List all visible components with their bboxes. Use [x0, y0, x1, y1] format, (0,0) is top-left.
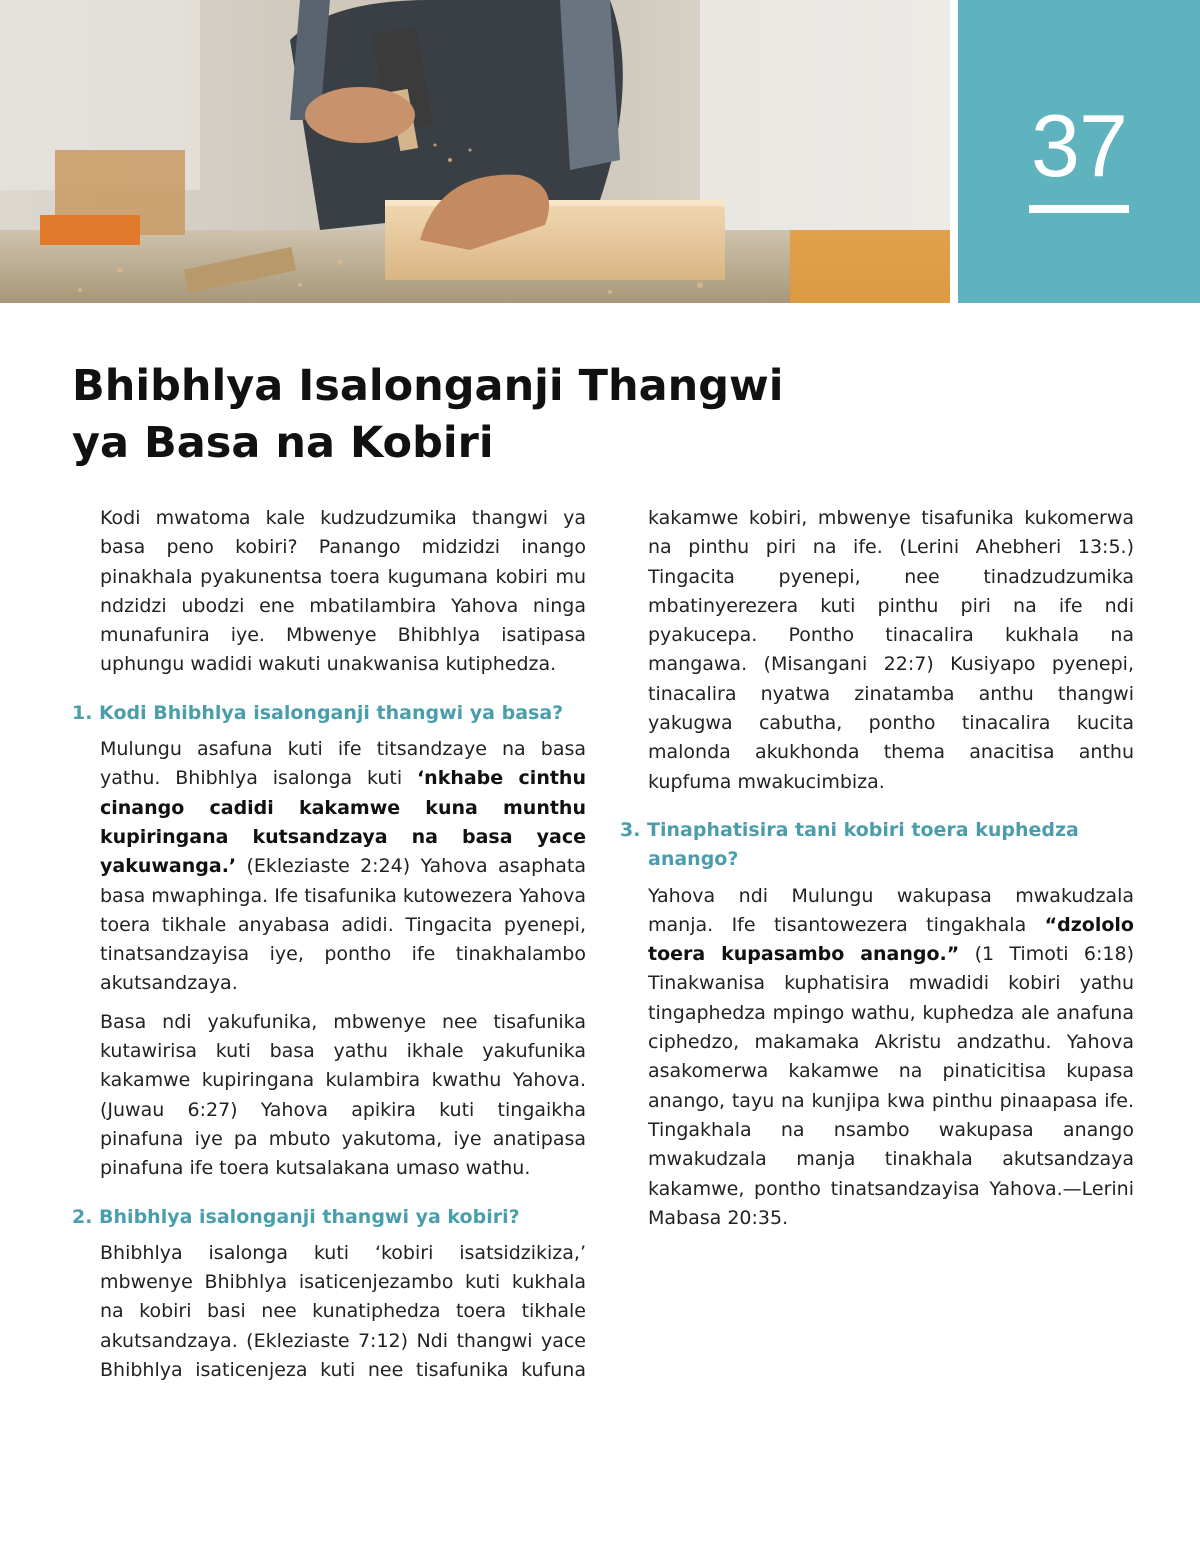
left-column	[72, 504, 586, 1394]
scripture-quote: ‘nkhabe cinthu cinango cadidi kakamwe kuna munthu kupiringana kutsandzaya na basa yace yakuwanga.’	[100, 767, 586, 878]
title-line-1: Bhibhlya Isalonganji Thangwi	[72, 361, 784, 411]
text-run: (Ekleziaste 2:24) Yahova asaphata basa mwaphinga. Ife tisafunika kutowezera Yahova toera tikhale anyabasa adidi. Tingacita pyenepi, tinatsandzayisa iye, pontho ife tinakhalambo akutsandzaya.	[100, 855, 586, 995]
section-2-paragraph-1-continued: kakamwe kobiri, mbwenye tisafunika kukomerwa na pinthu piri na ife. (Lerini Ahebheri 13:5.) Tingacita pyenepi, nee tinadzudzumika mbatinyerezera kuti pinthu piri na ife ndi pyakucepa. Pontho tinacalira kukhala na mangawa. (Misangani 22:7) Kusiyapo pyenepi, tinacalira nyatwa zinatamba anthu thangwi yakugwa cabutha, pontho tinacalira kucita malonda akukhonda thema anacitisa anthu kupfuma mwakucimbiza.	[648, 507, 1134, 793]
section-1-paragraph-1	[100, 735, 586, 999]
hero-photo	[0, 0, 950, 303]
right-column	[620, 504, 1134, 1242]
page-title	[72, 358, 872, 472]
section-2-heading: 2. Bhibhlya isalonganji thangwi ya kobiri?	[72, 1205, 520, 1228]
text-run: Mulungu asafuna kuti ife titsandzaye na basa yathu. Bhibhlya isalonga kuti	[100, 738, 586, 790]
section-3-heading: 3. Tinaphatisira tani kobiri toera kuphedza anango?	[620, 818, 1079, 871]
section-3-paragraph-1	[648, 882, 1134, 1234]
carpenter-photo-illustration	[0, 0, 950, 303]
chapter-badge	[958, 0, 1200, 303]
chapter-number: 37	[1031, 96, 1127, 195]
section-1-paragraph-2: Basa ndi yakufunika, mbwenye nee tisafunika kutawirisa kuti basa yathu ikhale yakufunika kakamwe kupiringana kulambira kwathu Yahova. (Juwau 6:27) Yahova apikira kuti tingaikha pinafuna iye pa mbuto yakutoma, iye anatipasa pinafuna ife toera kutsalakana umaso wathu.	[100, 1010, 586, 1180]
title-line-2: ya Basa na Kobiri	[72, 418, 494, 468]
section-2-paragraph-1: Bhibhlya isalonga kuti ‘kobiri isatsidzikiza,’ mbwenye Bhibhlya isaticenjezambo kuti kukhala na kobiri basi nee kunatiphedza toera tikhale akutsandzaya. (Ekleziaste 7:12) Ndi thangwi yace Bhibhlya isaticenjeza kuti nee tisafunika kufuna	[100, 1241, 586, 1382]
chapter-underline	[1029, 205, 1129, 213]
intro-paragraph: Kodi mwatoma kale kudzudzumika thangwi ya basa peno kobiri? Panango midzidzi inango pinakhala pyakunentsa toera kugumana kobiri mu ndzidzi ubodzi ene mbatilambira Yahova ninga munafunira iye. Mbwenye Bhibhlya isatipasa uphungu wadidi wakuti unakwanisa kutiphedza.	[100, 507, 586, 676]
text-run: Yahova ndi Mulungu wakupasa mwakudzala manja. Ife tisantowezera tingakhala	[648, 884, 1134, 936]
section-1-heading: 1. Kodi Bhibhlya isalonganji thangwi ya basa?	[72, 701, 564, 724]
text-run: (1 Timoti 6:18) Tinakwanisa kuphatisira mwadidi kobiri yathu tingaphedza mpingo wathu, kuphedza ale anafuna ciphedzo, makamaka Akristu andzathu. Yahova asakomerwa kakamwe na pinaticitisa kupasa anango, tayu na kunjipa kwa pinthu pinaapasa ife. Tingakhala na nsambo wakupasa anango mwakudzala manja tinakhala akutsandzaya kakamwe, pontho tinatsandzayisa Yahova.—Lerini Mabasa 20:35.	[648, 943, 1134, 1229]
scripture-quote: “dzololo toera kupasambo anango.”	[648, 913, 1134, 966]
